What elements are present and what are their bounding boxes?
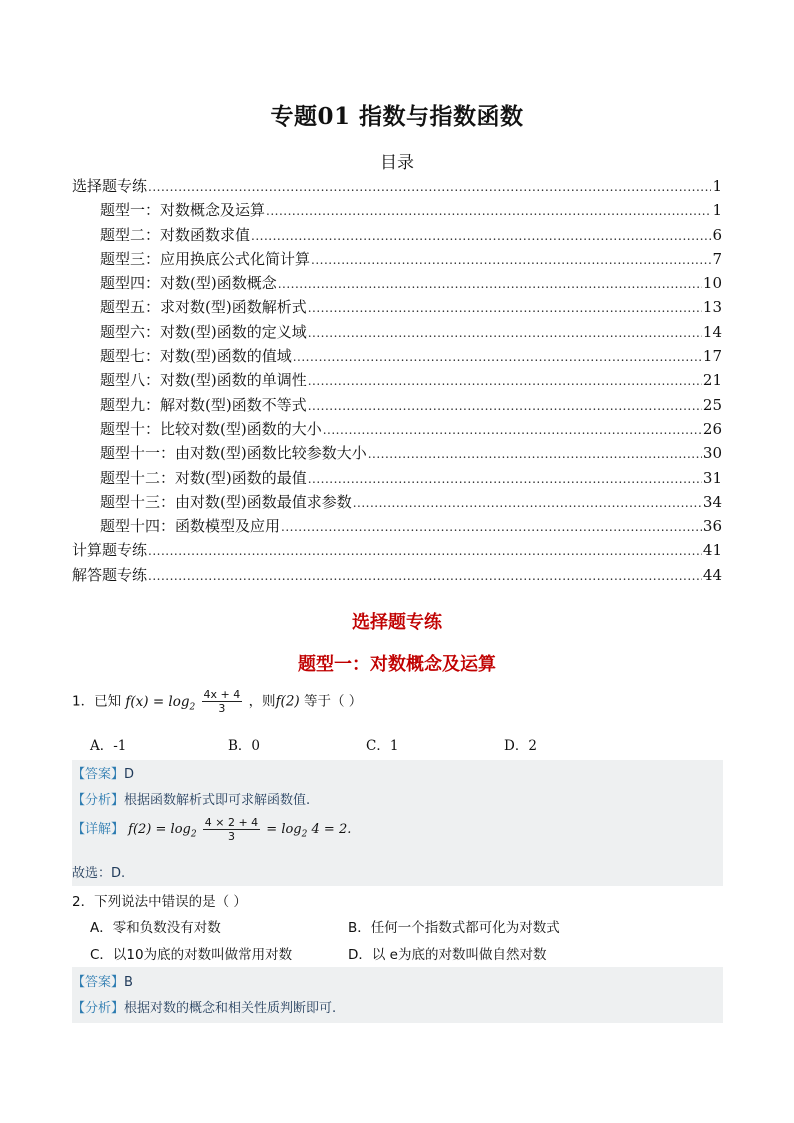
q1-detail-base: 2 <box>190 829 197 840</box>
toc-entry[interactable] <box>72 198 722 222</box>
q1-detail <box>72 816 351 843</box>
q2-answer <box>72 971 133 990</box>
toc-entry[interactable] <box>72 320 722 344</box>
question-1-stem <box>72 688 362 715</box>
toc-entry-title: 题型八：对数(型)函数的单调性 <box>100 371 307 390</box>
toc-entry-page: 25 <box>702 395 722 414</box>
toc-leader-dots <box>311 248 711 272</box>
q1-detail-base2: 2 <box>301 829 308 840</box>
toc-entry-page: 31 <box>702 468 722 487</box>
q2-option-b: B．任何一个指数式都可化为对数式 <box>348 920 560 936</box>
q1-analysis <box>72 789 310 808</box>
toc-entry-title: 题型十：比较对数(型)函数的大小 <box>100 419 322 438</box>
toc-entry-title: 题型三：应用换底公式化简计算 <box>100 249 311 268</box>
q1-answer <box>72 763 134 782</box>
toc-leader-dots <box>308 394 702 418</box>
q1-mid: ，则 <box>248 693 276 710</box>
toc-leader-dots <box>353 491 702 515</box>
toc-entry-page: 34 <box>702 492 722 511</box>
toc-entry-title: 题型十四：函数模型及应用 <box>100 517 281 536</box>
q1-fraction <box>202 688 243 715</box>
toc-entry-page: 10 <box>702 274 722 293</box>
q2-answer-value: B <box>124 975 133 990</box>
toc-leader-dots <box>308 369 702 393</box>
q1-analysis-text: 根据函数解析式即可求解函数值. <box>124 793 311 808</box>
q1-detail-den: 3 <box>227 830 235 843</box>
toc-entry[interactable] <box>72 223 722 247</box>
toc-entry-page: 30 <box>702 444 722 463</box>
q1-detail-fraction <box>203 816 260 843</box>
toc-entry-page: 13 <box>702 298 722 317</box>
q1-option-d: D．2 <box>504 738 537 754</box>
question-2-stem: 2．下列说法中错误的是（ ） <box>72 894 247 910</box>
toc-leader-dots <box>148 175 711 199</box>
toc-entry-title: 题型二：对数函数求值 <box>100 225 251 244</box>
toc-entry-page: 36 <box>702 517 722 536</box>
q1-detail-num: 4 × 2 + 4 <box>204 816 259 829</box>
toc-entry[interactable] <box>72 417 722 441</box>
toc-entry[interactable] <box>72 563 722 587</box>
q1-frac-den: 3 <box>218 702 226 715</box>
toc-entry-title: 解答题专练 <box>72 565 148 584</box>
toc-entry-title: 题型四：对数(型)函数概念 <box>100 274 277 293</box>
q1-option-c: C．1 <box>366 738 399 754</box>
toc-entry-page: 6 <box>712 225 722 244</box>
q1-detail-lhs: f(2) = log <box>128 822 191 837</box>
toc-entry-page: 17 <box>702 347 722 366</box>
toc-leader-dots <box>251 224 711 248</box>
q1-answer-label: 【答案】 <box>72 767 125 782</box>
q1-log-base: 2 <box>189 702 196 713</box>
q2-answer-label: 【答案】 <box>72 975 125 990</box>
q1-detail-rhs: = log <box>266 822 302 837</box>
q1-detail-end: 4 = 2. <box>311 822 352 837</box>
toc-entry[interactable] <box>72 490 722 514</box>
toc-leader-dots <box>368 442 702 466</box>
q1-function: f(x) = log <box>125 693 190 710</box>
toc-entry-page: 41 <box>702 541 722 560</box>
q1-prefix: 1．已知 <box>72 693 122 710</box>
document-title: 专题01 指数与指数函数 <box>270 103 524 130</box>
toc-entry-title: 题型七：对数(型)函数的值域 <box>100 347 292 366</box>
toc-entry-title: 题型九：解对数(型)函数不等式 <box>100 395 307 414</box>
toc-entry-title: 选择题专练 <box>72 177 148 195</box>
toc-entry-title: 计算题专练 <box>72 541 148 560</box>
toc-leader-dots <box>308 296 702 320</box>
toc-entry-title: 题型五：求对数(型)函数解析式 <box>100 298 307 317</box>
toc-leader-dots <box>148 564 702 588</box>
toc-entry-page: 44 <box>702 565 722 584</box>
q1-suffix: 等于（ ） <box>303 693 363 710</box>
toc-entry[interactable] <box>72 538 722 562</box>
toc-leader-dots <box>293 345 702 369</box>
toc-leader-dots <box>266 199 711 223</box>
q1-analysis-label: 【分析】 <box>72 793 125 808</box>
toc-entry-page: 1 <box>712 201 722 220</box>
q2-analysis <box>72 997 336 1016</box>
toc-leader-dots <box>281 515 702 539</box>
toc-entry[interactable] <box>72 295 722 319</box>
subsection-heading: 题型一：对数概念及运算 <box>298 654 496 675</box>
q1-choice: 故选：D. <box>72 866 126 881</box>
q1-f2: f(2) <box>275 693 300 710</box>
toc-entry-title: 题型十一：由对数(型)函数比较参数大小 <box>100 444 367 463</box>
toc-entry-title: 题型六：对数(型)函数的定义域 <box>100 322 307 341</box>
toc-leader-dots <box>148 539 702 563</box>
section-heading: 选择题专练 <box>352 612 442 633</box>
toc-entry[interactable] <box>72 441 722 465</box>
q2-analysis-label: 【分析】 <box>72 1001 125 1016</box>
toc-entry[interactable] <box>72 247 722 271</box>
toc-leader-dots <box>308 321 702 345</box>
toc-entry-title: 题型十三：由对数(型)函数最值求参数 <box>100 492 352 511</box>
toc-entry[interactable] <box>72 514 722 538</box>
toc-entry-page: 1 <box>712 177 722 195</box>
toc-leader-dots <box>278 272 702 296</box>
toc-entry-page: 26 <box>702 419 722 438</box>
q1-option-a: A．-1 <box>90 738 127 754</box>
q1-detail-label: 【详解】 <box>72 822 125 837</box>
q2-option-c: C．以10为底的对数叫做常用对数 <box>90 947 293 963</box>
q1-frac-num: 4x + 4 <box>203 688 241 701</box>
toc-entry[interactable] <box>72 271 722 295</box>
toc-entry[interactable] <box>72 393 722 417</box>
q1-option-b: B．0 <box>228 738 261 754</box>
toc-heading: 目录 <box>380 153 414 173</box>
q1-answer-value: D <box>124 767 135 782</box>
toc-entry[interactable] <box>72 368 722 392</box>
question-1-options <box>90 734 642 754</box>
q2-option-a: A．零和负数没有对数 <box>90 920 221 936</box>
toc-leader-dots <box>308 467 702 491</box>
q2-analysis-text: 根据对数的概念和相关性质判断即可. <box>124 1001 337 1016</box>
toc-entry-page: 14 <box>702 322 722 341</box>
toc-entry[interactable] <box>72 466 722 490</box>
q2-option-d: D．以 e为底的对数叫做自然对数 <box>348 947 547 963</box>
toc-entry-title: 题型一：对数概念及运算 <box>100 201 266 220</box>
toc-entry-page: 7 <box>712 249 722 268</box>
table-of-contents <box>72 174 722 587</box>
toc-entry[interactable] <box>72 174 722 198</box>
toc-leader-dots <box>323 418 702 442</box>
toc-entry-page: 21 <box>702 371 722 390</box>
toc-entry[interactable] <box>72 344 722 368</box>
toc-entry-title: 题型十二：对数(型)函数的最值 <box>100 468 307 487</box>
